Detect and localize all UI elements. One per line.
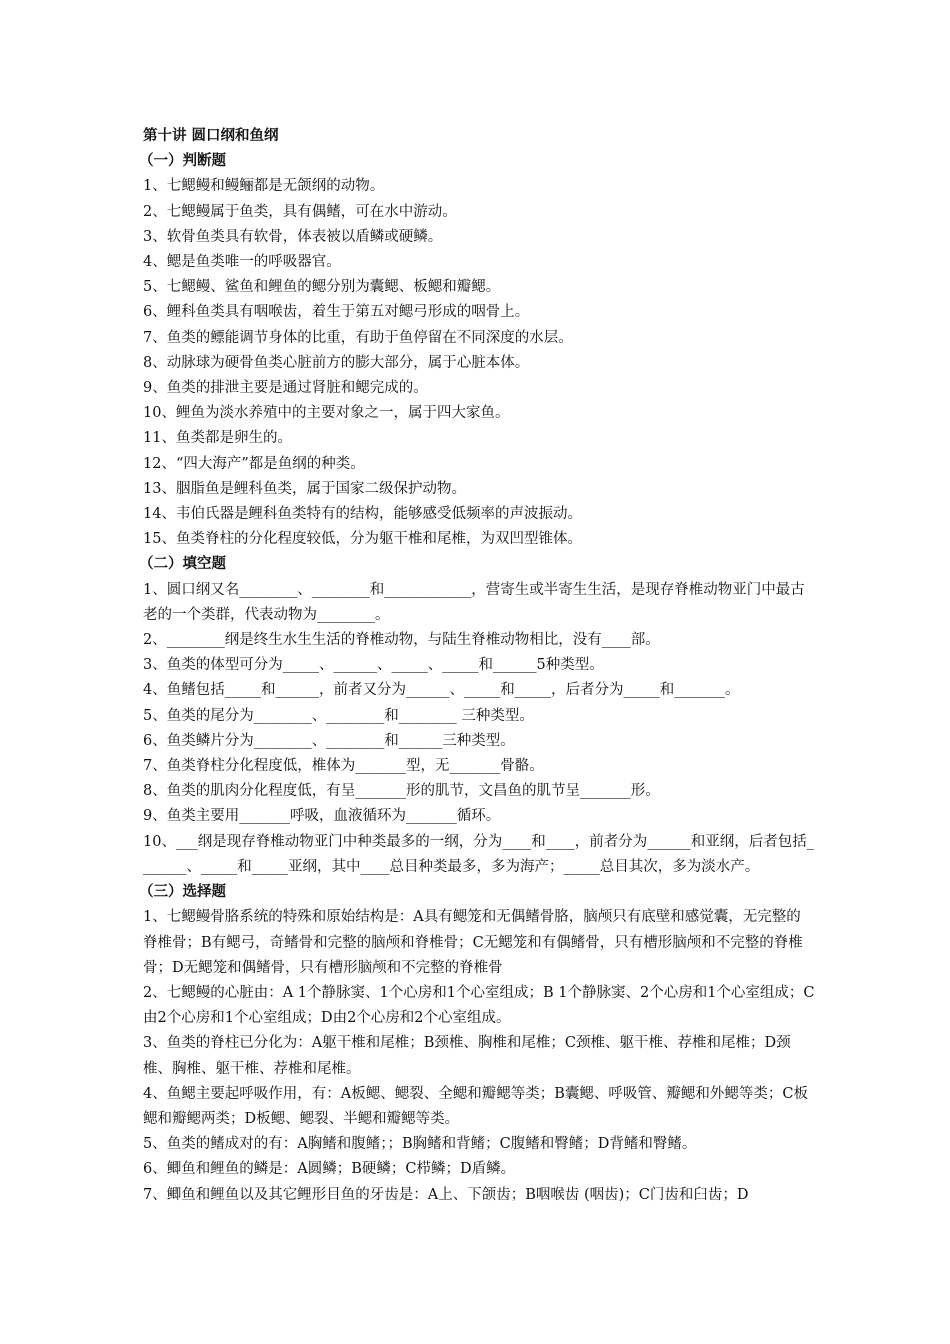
- section-heading-fill-blank: （二）填空题: [139, 556, 226, 573]
- list-item: 7、鲫鱼和鲤鱼以及其它鲤形目鱼的牙齿是：A上、下颌齿；B咽喉齿 (咽齿)；C门齿和臼齿；D: [143, 1186, 749, 1203]
- list-item: 11、鱼类都是卵生的。: [143, 430, 292, 447]
- list-item: 1、圆口纲又名________、________和____________，营寄生或半寄生生活，是现存脊椎动物亚门中最古老的一个类群，代表动物为________。: [143, 581, 805, 623]
- list-item: 3、软骨鱼类具有软骨，体表被以盾鳞或硬鳞。: [143, 228, 443, 245]
- list-item: 2、七鳃鳗的心脏由：A 1个静脉窦、1个心房和1个心室组成；B 1个静脉窦、2个心房和1个心室组成；C由2个心房和1个心室组成；D由2个心房和2个心室组成。: [143, 984, 815, 1027]
- list-item: 2、________纲是终生水生生活的脊椎动物，与陆生脊椎动物相比，没有____部。: [143, 632, 660, 649]
- list-item: 10、___纲是现存脊椎动物亚门中种类最多的一纲，分为____和____，前者分为______和亚纲，后者包括_______、_____和_____亚纲，其中____总目种类最多，多为海产；_____总目其次，多为淡水产。: [143, 833, 814, 875]
- list-item: 1、七鳃鳗骨胳系统的特殊和原始结构是：A具有鳃笼和无偶鳍骨胳，脑颅只有底壁和感觉囊，无完整的脊椎骨；B有鳃弓，奇鳍骨和完整的脑颅和脊椎骨；C无鳃笼和有偶鳍骨，只有槽形脑颅和不完整的脊椎骨；D无鳃笼和偶鳍骨，只有槽形脑颅和不完整的脊椎骨: [143, 909, 803, 976]
- list-item: 5、鱼类的鳍成对的有：A胸鳍和腹鳍；；B胸鳍和背鳍；C腹鳍和臀鳍；D背鳍和臀鳍。: [143, 1136, 697, 1153]
- page-title: 第十讲 圆口纲和鱼纲: [143, 128, 279, 144]
- document-page: [139, 124, 815, 1208]
- list-item: 8、动脉球为硬骨鱼类心脏前方的膨大部分，属于心脏本体。: [143, 354, 530, 371]
- list-item: 2、七鳃鳗属于鱼类，具有偶鳍，可在水中游动。: [143, 203, 457, 220]
- list-item: 5、七鳃鳗、鲨鱼和鲤鱼的鳃分别为囊鳃、板鳃和瓣鳃。: [143, 279, 501, 296]
- list-item: 4、鱼鳃主要起呼吸作用，有：A板鳃、鳃裂、全鳃和瓣鳃等类；B囊鳃、呼吸管、瓣鳃和外鳃等类；C板鳃和瓣鳃两类；D板鳃、鳃裂、半鳃和瓣鳃等类。: [143, 1085, 808, 1127]
- list-item: 7、鱼类脊柱分化程度低，椎体为_______型，无_______骨骼。: [143, 758, 544, 775]
- section-heading-multiple-choice: （三）选择题: [139, 884, 226, 901]
- list-item: 6、鲫鱼和鲤鱼的鳞是：A圆鳞；B硬鳞；C栉鳞；D盾鳞。: [143, 1161, 516, 1178]
- list-item: 5、鱼类的尾分为________、________和________ 三种类型。: [143, 707, 534, 724]
- multiple-choice-list: [143, 905, 815, 1207]
- list-item: 9、鱼类的排泄主要是通过肾脏和鳃完成的。: [143, 380, 428, 397]
- list-item: 12、“四大海产”都是鱼纲的种类。: [143, 455, 365, 472]
- list-item: 14、韦伯氏器是鲤科鱼类特有的结构，能够感受低频率的声波振动。: [143, 506, 582, 523]
- list-item: 4、鳃是鱼类唯一的呼吸器官。: [143, 254, 341, 271]
- list-item: 4、鱼鳍包括_____和______，前者又分为______、_____和_____，后者分为_____和_______。: [143, 682, 740, 699]
- list-item: 3、鱼类的脊柱已分化为：A躯干椎和尾椎；B颈椎、胸椎和尾椎；C颈椎、躯干椎、荐椎和尾椎；D颈椎、胸椎、躯干椎、荐椎和尾椎。: [143, 1035, 791, 1077]
- list-item: 10、鲤鱼为淡水养殖中的主要对象之一，属于四大家鱼。: [143, 405, 510, 422]
- list-item: 8、鱼类的肌肉分化程度低，有呈_______形的肌节，文昌鱼的肌节呈_______形。: [143, 783, 660, 800]
- list-item: 6、鲤科鱼类具有咽喉齿，着生于第五对鳃弓形成的咽骨上。: [143, 304, 530, 321]
- list-item: 7、鱼类的鳔能调节身体的比重，有助于鱼停留在不同深度的水层。: [143, 329, 573, 346]
- list-item: 6、鱼类鳞片分为________、________和______三种类型。: [143, 732, 515, 749]
- list-item: 1、七鳃鳗和鳗鲡都是无颌纲的动物。: [143, 178, 385, 195]
- fill-blank-list: [143, 578, 815, 880]
- list-item: 15、鱼类脊柱的分化程度较低，分为躯干椎和尾椎，为双凹型锥体。: [143, 531, 582, 548]
- list-item: 3、鱼类的体型可分为_____、______、_____、_____和______5种类型。: [143, 657, 604, 674]
- judgment-list: [143, 174, 815, 552]
- list-item: 13、胭脂鱼是鲤科鱼类，属于国家二级保护动物。: [143, 480, 466, 497]
- list-item: 9、鱼类主要用_______呼吸，血液循环为_______循环。: [143, 808, 501, 825]
- section-heading-judgment: （一）判断题: [139, 153, 226, 170]
